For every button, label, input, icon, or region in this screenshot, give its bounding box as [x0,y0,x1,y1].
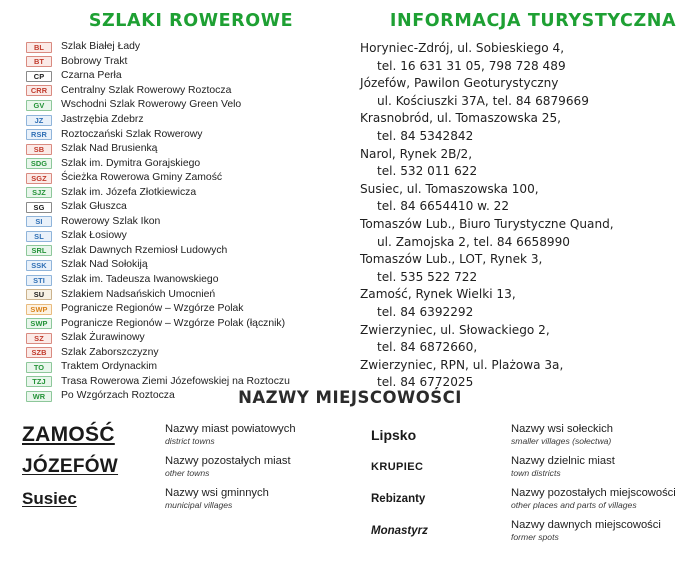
trail-legend-row [0,171,360,186]
place-name-sample-row [22,419,165,451]
tourist-info-phone-line: tel. 16 631 31 05, 798 728 489 [377,58,566,73]
trail-code-badge: JZ [26,115,52,126]
tourist-info-address-line: Tomaszów Lub., Biuro Turystyczne Quand, [360,216,614,231]
trail-legend-row [0,84,360,99]
tourist-info-phone-line: tel. 84 6872660, [377,340,478,355]
place-name-sample: JÓZEFÓW [22,456,119,477]
trail-legend-row [0,244,360,259]
trail-name-label: Jastrzębia Zdebrz [61,114,144,125]
trail-code-badge: SGZ [26,173,52,184]
trail-code-badge: SDG [26,158,52,169]
trail-name-label: Szlak Nad Sołokiją [61,259,148,271]
place-name-description-pl: Nazwy dzielnic miast [511,455,615,467]
trail-code-badge: SSK [26,260,52,271]
bicycle-trails-column [0,0,360,404]
trail-code-badge: SU [26,289,52,300]
tourist-info-phone-line: ul. Zamojska 2, tel. 84 6658990 [377,234,571,249]
place-name-description-pl: Nazwy dawnych miejscowości [511,519,661,531]
place-name-description-en: former spots [511,532,559,542]
place-name-description-row [165,451,355,483]
trail-name-label: Szlak Dawnych Rzemiosł Ludowych [61,244,228,256]
trail-legend-row [0,316,360,331]
trail-code-badge: SZB [26,347,52,358]
tourist-info-phone-line: tel. 84 6654410 w. 22 [377,199,510,214]
place-names-left-half [0,419,355,547]
trail-code-badge: SG [26,202,52,213]
trail-name-label: Wschodni Szlak Rowerowy Green Velo [61,99,242,111]
trail-name-label: Czarna Perła [61,70,122,82]
trail-code-badge: BT [26,56,52,67]
tourist-info-phone-line: tel. 84 6392292 [377,304,474,319]
trail-legend-row [0,185,360,200]
trail-legend-row [0,69,360,84]
trail-name-label: Pogranicze Regionów – Wzgórze Polak [61,303,244,315]
place-name-sample-row [371,451,511,483]
place-name-sample-row [371,419,511,451]
trail-legend-row [0,40,360,55]
trail-name-label: Szlak Zaborszczyzny [61,346,159,358]
trail-legend-row [0,142,360,157]
trail-legend-row [0,375,360,390]
place-name-sample-row [371,483,511,515]
tourist-info-address-line: Zwierzyniec, ul. Słowackiego 2, [360,322,550,337]
trail-code-badge: GV [26,100,52,111]
trail-name-label: Po Wzgórzach Roztocza [61,390,175,402]
trail-code-badge: SWP [26,318,52,329]
tourist-information-list [360,40,700,392]
place-name-description-row [511,515,700,547]
place-names-heading: NAZWY MIEJSCOWOŚCI [238,388,462,407]
trail-legend-row [0,258,360,273]
place-names-right-samples [371,419,511,547]
place-names-right-half [355,419,700,547]
trail-name-label: Szlakiem Nadsańskich Umocnień [61,288,216,300]
place-name-sample: Rebizanty [371,493,426,505]
trail-code-badge: SWP [26,304,52,315]
trail-code-badge: CP [26,71,52,82]
trail-code-badge: SL [26,231,52,242]
trail-legend-row [0,113,360,128]
trail-name-label: Szlak Żurawinowy [61,332,145,344]
place-names-left-descriptions [165,419,355,547]
place-name-description-en: municipal villages [165,500,233,510]
trail-code-badge: TO [26,362,52,373]
tourist-information-column [360,0,700,404]
trail-legend-row [0,287,360,302]
place-name-description-pl: Nazwy pozostałych miejscowości [511,487,676,499]
trail-legend-row [0,331,360,346]
trail-name-label: Szlak im. Tadeusza Iwanowskiego [61,274,219,286]
trail-code-badge: BL [26,42,52,53]
trail-code-badge: SB [26,144,52,155]
trail-name-label: Szlak Nad Brusienką [61,143,158,155]
trail-name-label: Szlak Głuszca [61,201,127,213]
trail-name-label: Szlak im. Józefa Złotkiewicza [61,186,197,198]
tourist-info-address-line: Susiec, ul. Tomaszowska 100, [360,181,539,196]
place-name-description-en: district towns [165,436,215,446]
trail-legend-row [0,98,360,113]
place-name-sample-row [22,483,165,515]
tourist-info-address-line: Krasnobród, ul. Tomaszowska 25, [360,111,561,126]
trail-code-badge: SI [26,216,52,227]
trail-name-label: Roztoczański Szlak Rowerowy [61,128,203,140]
trail-name-label: Ścieżka Rowerowa Gminy Zamość [61,172,223,184]
trail-code-badge: SJZ [26,187,52,198]
trail-code-badge: WR [26,391,52,402]
place-name-description-row [165,419,355,451]
trail-legend-row [0,273,360,288]
trail-name-label: Szlak Białej Łady [61,41,141,53]
trail-code-badge: CRR [26,85,52,96]
place-names-left-samples [22,419,165,547]
trail-legend-row [0,302,360,317]
trail-code-badge: SZ [26,333,52,344]
tourist-info-address-line: Horyniec-Zdrój, ul. Sobieskiego 4, [360,41,565,55]
trail-legend-row [0,200,360,215]
bicycle-trails-list [0,40,360,404]
place-name-description-row [165,483,355,515]
trail-name-label: Bobrowy Trakt [61,55,128,67]
trail-legend-row [0,345,360,360]
tourist-info-phone-line: tel. 532 011 622 [377,164,478,179]
place-name-description-en: town districts [511,468,561,478]
place-names-section [0,388,700,547]
trail-legend-row [0,360,360,375]
place-names-right-descriptions [511,419,700,547]
trail-name-label: Centralny Szlak Rowerowy Roztocza [61,84,232,96]
place-name-description-pl: Nazwy pozostałych miast [165,455,291,467]
trail-code-badge: TZJ [26,376,52,387]
place-name-description-row [511,451,700,483]
place-name-sample: Lipsko [371,427,417,443]
bicycle-trails-heading: SZLAKI ROWEROWE [88,11,294,31]
tourist-info-address-line: Zwierzyniec, RPN, ul. Plażowa 3a, [360,357,564,372]
tourist-info-address-line: Józefów, Pawilon Geoturystyczny [360,76,559,91]
place-name-description-pl: Nazwy wsi gminnych [165,487,269,499]
tourist-info-address-line: Zamość, Rynek Wielki 13, [360,287,516,302]
place-name-description-en: other towns [165,468,210,478]
place-name-description-row [511,419,700,451]
trail-legend-row [0,156,360,171]
place-name-sample-row [22,451,165,483]
place-name-description-pl: Nazwy miast powiatowych [165,423,296,435]
tourist-info-phone-line: tel. 84 6772025 [377,375,474,390]
trail-legend-row [0,215,360,230]
place-name-description-en: other places and parts of villages [511,500,637,510]
trail-name-label: Pogranicze Regionów – Wzgórze Polak (łącznik) [61,317,286,329]
trail-code-badge: SRL [26,245,52,256]
trail-name-label: Rowerowy Szlak Ikon [61,215,161,227]
place-name-description-en: smaller villages (sołectwa) [511,436,612,446]
tourist-info-phone-line: ul. Kościuszki 37A, tel. 84 6879669 [377,93,589,108]
place-name-description-row [511,483,700,515]
trail-code-badge: STI [26,275,52,286]
trail-name-label: Trasa Rowerowa Ziemi Józefowskiej na Roztoczu [61,375,290,387]
place-name-description-pl: Nazwy wsi sołeckich [511,423,613,435]
tourist-info-phone-line: tel. 84 5342842 [377,128,474,143]
place-names-grid [0,419,700,547]
trail-legend-row [0,127,360,142]
tourist-information-heading: INFORMACJA TURYSTYCZNA [389,11,677,31]
tourist-info-address-line: Narol, Rynek 2B/2, [360,146,473,161]
place-name-sample: KRUPIEC [371,461,424,473]
trail-legend-row [0,55,360,70]
tourist-info-phone-line: tel. 535 522 722 [377,269,478,284]
tourist-info-address-line: Tomaszów Lub., LOT, Rynek 3, [360,252,543,267]
trail-name-label: Szlak Łosiowy [61,230,127,242]
trail-legend-row [0,229,360,244]
trail-code-badge: RSR [26,129,52,140]
place-name-sample: Monastyrz [371,525,428,537]
place-name-sample: ZAMOŚĆ [22,423,115,446]
place-name-sample-row [371,515,511,547]
trail-name-label: Szlak im. Dymitra Gorajskiego [61,157,201,169]
place-name-sample: Susiec [22,489,77,508]
trail-name-label: Traktem Ordynackim [61,361,158,373]
